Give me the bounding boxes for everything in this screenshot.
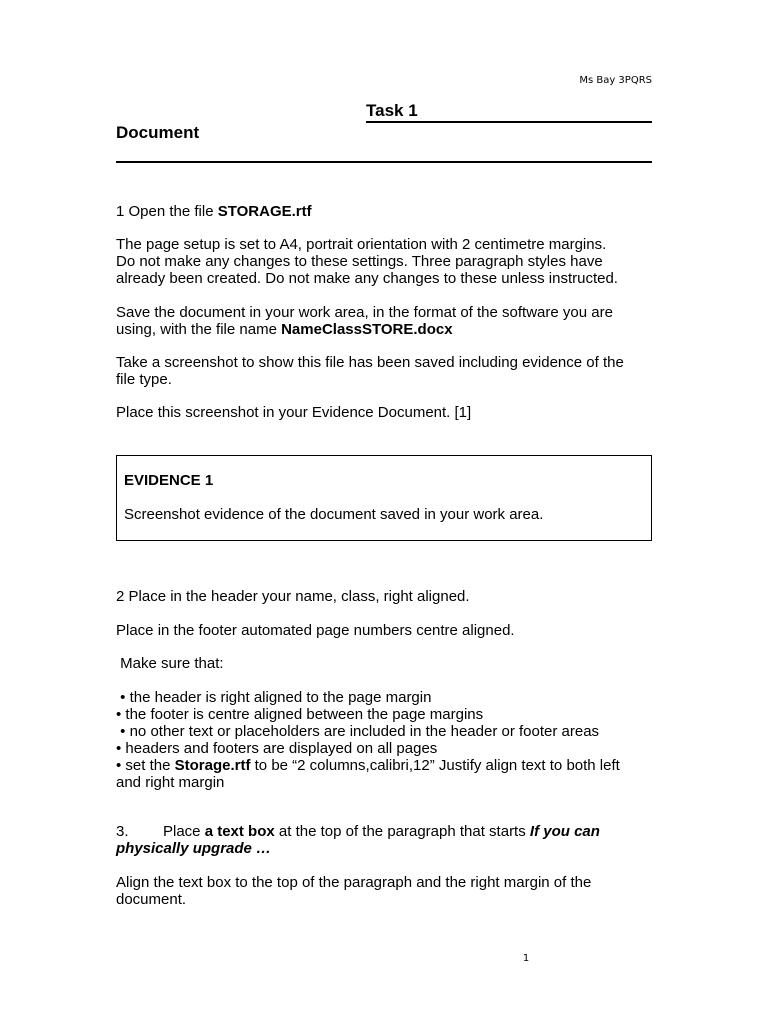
evidence-title: EVIDENCE 1 (124, 472, 214, 489)
screenshot-line-2: file type. (116, 371, 172, 388)
step1-filename: STORAGE.rtf (217, 203, 312, 220)
bullet-item: • the footer is centre aligned between the page margins (116, 706, 484, 723)
save-line-2-prefix: using, with the file name (116, 321, 282, 338)
evidence-description: Screenshot evidence of the document saved in your work area. (124, 506, 544, 523)
step3-italic-start: If you can (529, 823, 600, 840)
bullet5-filename: Storage.rtf (174, 757, 251, 774)
bullet5-prefix: • set the (116, 757, 175, 774)
step1-instruction (116, 203, 652, 220)
setup-line-2: Do not make any changes to these settings. Three paragraph styles have (116, 253, 603, 270)
step1-paragraph-screenshot (116, 354, 652, 388)
bullet-item (116, 757, 652, 774)
bullet-item: and right margin (116, 774, 225, 791)
footer-page-number: 1 (522, 953, 530, 964)
step3-instruction (116, 823, 652, 857)
step2-bullet-list (116, 689, 652, 791)
step1-paragraph-setup (116, 236, 652, 287)
document-heading: Document (116, 123, 200, 142)
setup-line-1: The page setup is set to A4, portrait orientation with 2 centimetre margins. (116, 236, 607, 253)
step2-footer-instruction: Place in the footer automated page numbers centre aligned. (116, 622, 515, 639)
step3-textbox: a text box (204, 823, 275, 840)
step3-number: 3. (116, 823, 129, 840)
setup-line-3: already been created. Do not make any changes to these unless instructed. (116, 270, 618, 287)
step3-align-paragraph (116, 874, 652, 908)
bullet-item: • headers and footers are displayed on all pages (116, 740, 438, 757)
align-line-2: document. (116, 891, 187, 908)
step2-instruction: 2 Place in the header your name, class, right aligned. (116, 588, 470, 605)
task-title: Task 1 (366, 101, 652, 123)
bullet-item: • no other text or placeholders are included in the header or footer areas (116, 723, 600, 740)
align-line-1: Align the text box to the top of the paragraph and the right margin of the (116, 874, 592, 891)
screenshot-line-1: Take a screenshot to show this file has been saved including evidence of the (116, 354, 624, 371)
save-line-2 (116, 321, 652, 338)
save-filename: NameClassSTORE.docx (281, 321, 453, 338)
step3-italic-line-2: physically upgrade … (116, 840, 272, 857)
evidence-box (116, 455, 652, 541)
save-line-1: Save the document in your work area, in the format of the software you are (116, 304, 613, 321)
bullet-item: • the header is right aligned to the page margin (116, 689, 432, 706)
step1-paragraph-save (116, 304, 652, 338)
header-author-class: Ms Bay 3PQRS (579, 75, 652, 86)
step2-make-sure: Make sure that: (116, 655, 224, 672)
step3-middle: at the top of the paragraph that starts (274, 823, 530, 840)
bullet5-suffix: to be “2 columns,calibri,12” Justify align text to both left (250, 757, 620, 774)
step3-place: Place (163, 823, 205, 840)
step1-prefix: 1 Open the file (116, 203, 218, 220)
step1-paragraph-place: Place this screenshot in your Evidence Document. [1] (116, 404, 472, 421)
step3-line-1 (116, 823, 652, 840)
heading-rule (116, 161, 652, 163)
